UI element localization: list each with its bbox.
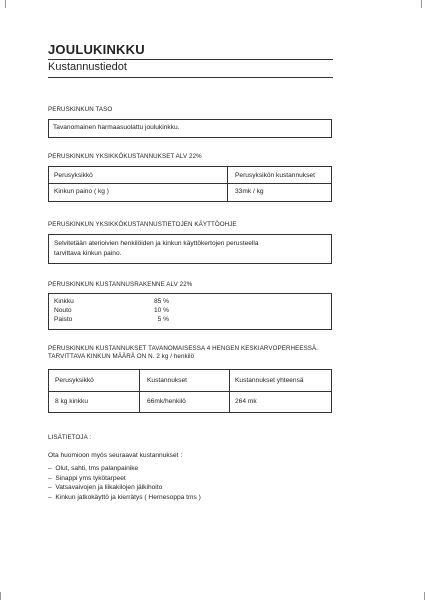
kustannusrakenne-box bbox=[48, 293, 332, 330]
perhe-value-unit: 8 kg kinkku bbox=[55, 398, 88, 405]
unit-cost-table bbox=[48, 166, 332, 202]
subtitle-rule bbox=[48, 77, 333, 78]
perhe-header-cost: Kustannukset bbox=[147, 377, 187, 384]
bullet-dash-icon: – bbox=[48, 493, 56, 501]
corner-mark-bottom-right bbox=[416, 592, 425, 600]
section-heading-perhe-line2: TARVITTAVA KINKUN MÄÄRÄ ON N. 2 kg / henkilö bbox=[48, 353, 195, 360]
section-heading-kayttoohje: PERUSKINKUN YKSIKKÖKUSTANNUSTIETOJEN KÄYTTÖOHJE bbox=[48, 221, 237, 228]
unit-cost-header-cost: Perusyksikön kustannukset bbox=[235, 172, 315, 179]
section-heading-kustannusrakenne: PERUSKINKUN KUSTANNUSRAKENNE ALV 22% bbox=[48, 281, 193, 288]
kayttoohje-text-line2: tarvittava kinkun paino. bbox=[54, 250, 122, 257]
bullet-dash-icon: – bbox=[48, 474, 56, 482]
taso-text: Tavanomainen harmaasuolattu joulukinkku. bbox=[53, 124, 180, 131]
perhe-table-column-divider bbox=[229, 370, 230, 412]
title-rule bbox=[48, 59, 333, 60]
section-heading-taso: PERUSKINKUN TASO bbox=[48, 106, 113, 113]
rakenne-row-value: 5 % bbox=[157, 316, 169, 323]
list-item: – Olut, sahti, tms palanpainike bbox=[48, 465, 139, 472]
taso-box bbox=[48, 119, 332, 138]
bullet-dash-icon: – bbox=[48, 465, 56, 472]
lisatietoja-intro: Ota huomioon myös seuraavat kustannukset : bbox=[48, 452, 183, 459]
list-item: – Vatsavaivojen ja liikakilojen jälkihoito bbox=[48, 484, 163, 491]
rakenne-row-value: 10 % bbox=[153, 307, 169, 314]
unit-cost-table-column-divider bbox=[227, 167, 228, 201]
kayttoohje-text-line1: Selvitetään aterioivien henkilöiden ja kinkun käyttökertojen perusteella bbox=[54, 240, 259, 247]
section-heading-yksikkokustannukset: PERUSKINKUN YKSIKKÖKUSTANNUKSET ALV 22% bbox=[48, 153, 202, 160]
list-item: – Kinkun jatkokäyttö ja kierrätys ( Hernesoppa tms ) bbox=[48, 493, 201, 501]
list-item: – Sinappi yms tykötarpeet bbox=[48, 474, 126, 482]
perhe-header-unit: Perusyksikkö bbox=[55, 377, 94, 384]
perhe-table-divider bbox=[49, 391, 331, 392]
page-subtitle: Kustannustiedot bbox=[48, 61, 127, 73]
bullet-dash-icon: – bbox=[48, 484, 56, 491]
section-heading-perhe-line1: PERUSKINKUN KUSTANNUKSET TAVANOMAISESSA 4 HENGEN KESKIARVOPERHEESSÄ. bbox=[48, 345, 319, 352]
rakenne-row-label: Kinkku bbox=[54, 298, 74, 305]
lisatietoja-list bbox=[48, 465, 201, 503]
rakenne-row-label: Nouto bbox=[54, 307, 72, 314]
unit-cost-table-divider bbox=[49, 183, 331, 184]
unit-cost-value-cost: 33mk / kg bbox=[235, 188, 264, 195]
perhe-cost-table bbox=[48, 369, 332, 413]
corner-mark-top-left bbox=[5, 0, 14, 8]
perhe-value-total: 264 mk bbox=[235, 398, 257, 405]
perhe-value-cost: 66mk/henkilö bbox=[147, 398, 186, 405]
unit-cost-value-unit: Kinkun paino ( kg ) bbox=[54, 188, 109, 195]
unit-cost-header-unit: Perusyksikkö bbox=[54, 172, 93, 179]
kayttoohje-box bbox=[48, 234, 332, 264]
corner-mark-bottom-left bbox=[0, 592, 9, 600]
perhe-table-column-divider bbox=[139, 370, 140, 412]
corner-mark-top-right bbox=[413, 0, 422, 8]
perhe-header-total: Kustannukset yhteensä bbox=[235, 377, 304, 384]
rakenne-row-label: Paisto bbox=[54, 316, 73, 323]
rakenne-row-value: 85 % bbox=[153, 298, 169, 305]
section-heading-lisatietoja: LISÄTIETOJA : bbox=[48, 434, 92, 441]
page-title: JOULUKINKKU bbox=[48, 42, 145, 57]
